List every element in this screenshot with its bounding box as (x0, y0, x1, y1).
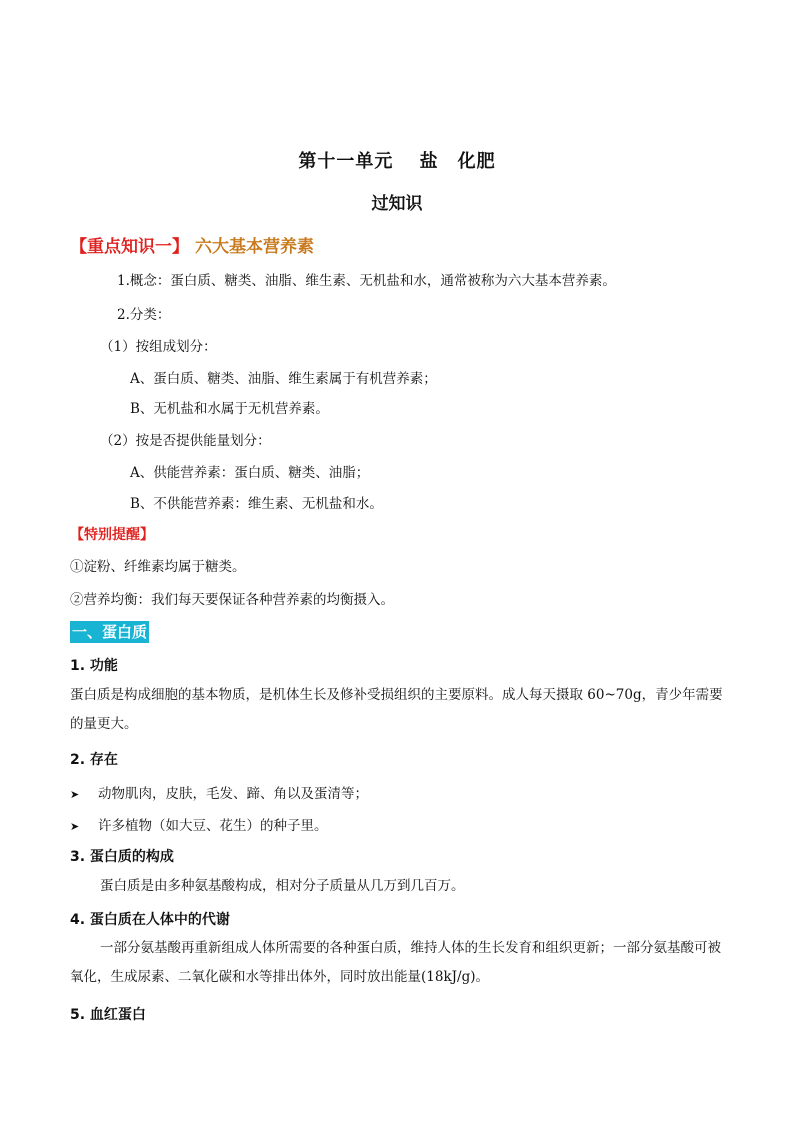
document-title: 第十一单元 盐 化肥 (298, 151, 496, 172)
reminder-item-1: ①淀粉、纤维素均属于糖类。 (70, 559, 246, 575)
by-energy-a-line: A、供能营养素：蛋白质、糖类、油脂； (130, 465, 370, 481)
by-energy-b-line: B、不供能营养素：维生素、无机盐和水。 (130, 496, 383, 512)
composition-heading: 3. 蛋白质的构成 (70, 849, 174, 865)
metabolism-paragraph: 一部分氨基酸再重新组成人体所需要的各种蛋白质，维持人体的生长发育和组织更新；一部分氨基酸可被氧化，生成尿素、二氧化碳和水等排出体外，同时放出能量(18kJ/g)。 (70, 940, 721, 985)
existence-item-1: 动物肌肉，皮肤，毛发、蹄、角以及蛋清等； (98, 786, 368, 802)
function-heading: 1. 功能 (70, 658, 118, 674)
list-item (70, 782, 368, 802)
reminder-item-2: ②营养均衡：我们每天要保证各种营养素的均衡摄入。 (70, 592, 394, 608)
key-point-topic: 六大基本营养素 (195, 237, 314, 257)
concept-line: 1.概念：蛋白质、糖类、油脂、维生素、无机盐和水，通常被称为六大基本营养素。 (117, 273, 616, 289)
hemoglobin-heading: 5. 血红蛋白 (70, 1007, 146, 1023)
list-item (70, 814, 328, 834)
document-subtitle: 过知识 (371, 194, 423, 214)
by-composition-b-line: B、无机盐和水属于无机营养素。 (130, 401, 329, 417)
by-energy-line: （2）按是否提供能量划分： (100, 433, 271, 449)
key-point-label: 【重点知识一】 (70, 237, 189, 257)
special-reminder-label: 【特别提醒】 (70, 527, 154, 543)
section-title-protein: 一、蛋白质 (72, 623, 148, 641)
arrowhead-bullet-icon: ➤ (70, 820, 80, 833)
by-composition-line: （1）按组成划分： (100, 339, 217, 355)
composition-paragraph: 蛋白质是由多种氨基酸构成，相对分子质量从几万到几百万。 (100, 878, 465, 894)
existence-heading: 2. 存在 (70, 752, 118, 768)
key-point-heading (70, 232, 314, 257)
function-paragraph: 蛋白质是构成细胞的基本物质，是机体生长及修补受损组织的主要原料。成人每天摄取 60~70g，青少年需要的量更大。 (70, 687, 723, 732)
classification-line: 2.分类： (117, 307, 171, 323)
existence-item-2: 许多植物（如大豆、花生）的种子里。 (98, 818, 328, 834)
metabolism-heading: 4. 蛋白质在人体中的代谢 (70, 912, 230, 928)
arrowhead-bullet-icon: ➤ (70, 788, 80, 801)
by-composition-a-line: A、蛋白质、糖类、油脂、维生素属于有机营养素； (130, 371, 437, 387)
